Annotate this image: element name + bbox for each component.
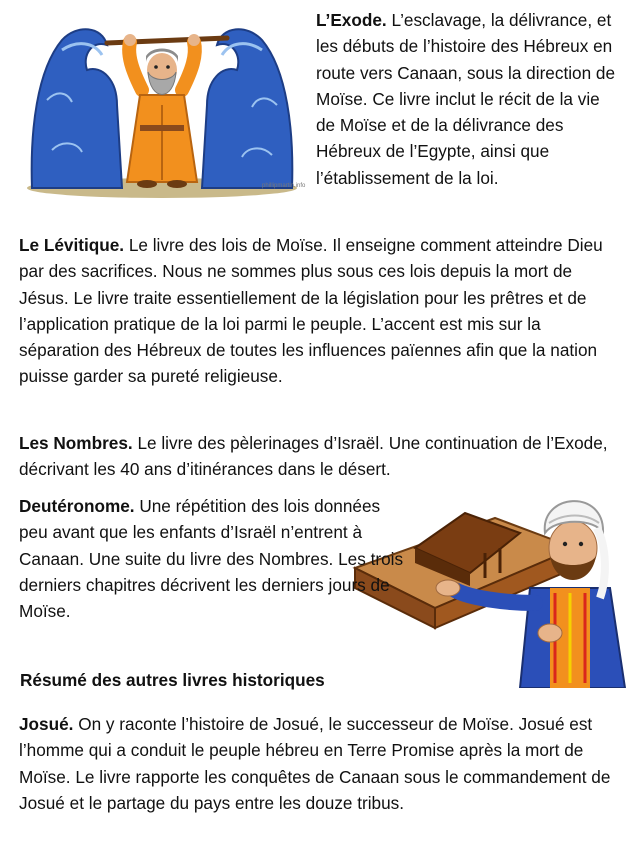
moses-parting-sea-illustration — [22, 10, 302, 200]
josue-paragraph — [19, 711, 623, 816]
deuteronome-text: Une répétition des lois données peu avant que les enfants d’Israël n’entrent à Canaan. Une suite du livre des Nombres. Les trois derniers chapitres décrivent les derniers jours de Moïse. — [19, 496, 404, 622]
illustration-credit: phillipmartin.info — [262, 183, 306, 189]
nombres-text: Le livre des pèlerinages d’Israël. Une continuation de l’Exode, décrivant les 40 ans d’itinérances dans le désert. — [19, 433, 608, 480]
levitique-title: Le Lévitique. — [19, 235, 125, 255]
deuteronome-title: Deutéronome. — [19, 496, 135, 516]
exode-paragraph — [316, 7, 622, 191]
josue-text: On y raconte l’histoire de Josué, le successeur de Moïse. Josué est l’homme qui a conduit le peuple hébreu en Terre Promise après la mort de Moïse. Le livre rapporte les conquêtes de Canaan sous le commandement de Josué et le partage du pays entre les douze tribus. — [19, 714, 611, 813]
exode-text: L’esclavage, la délivrance, et les débuts de l’histoire des Hébreux en route vers Canaan, sous la direction de Moïse. Ce livre inclut le récit de la vie de Moïse et de la délivrance des Hébreux de l’Egypte, ainsi que l’établissement de la loi. — [316, 10, 616, 188]
nombres-title: Les Nombres. — [19, 433, 133, 453]
resume-heading: Résumé des autres livres historiques — [20, 670, 325, 690]
deuteronome-paragraph — [19, 493, 412, 624]
levitique-paragraph — [19, 232, 623, 390]
levitique-text: Le livre des lois de Moïse. Il enseigne comment atteindre Dieu par des sacrifices. Nous ne sommes plus sous ces lois depuis la mort de Jésus. Le livre traite essentiellement de la législation pour les prêtres et de l’application pratique de la loi parmi le peuple. L’accent est mis sur la séparation des Hébreux de toutes les influences païennes afin que la nation puisse garder sa pureté religieuse. — [19, 235, 603, 387]
exode-title: L’Exode. — [316, 10, 387, 30]
nombres-paragraph — [19, 430, 623, 483]
josue-title: Josué. — [19, 714, 74, 734]
